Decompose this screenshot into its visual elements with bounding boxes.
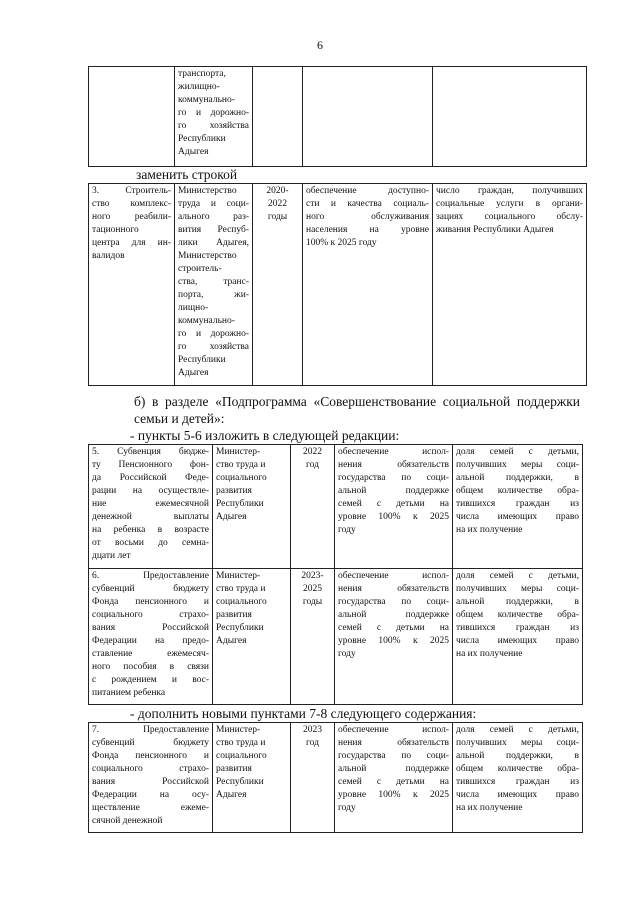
replacement-table (88, 183, 587, 386)
cell-text-line: жилищно- (178, 82, 220, 92)
cell-text-line: годы (267, 212, 288, 222)
cell-text-line: ства, транс- (178, 277, 249, 287)
cell-text-line: валидов (92, 251, 125, 261)
cell-number (89, 445, 213, 569)
cell-text-line: го и дорожно- (178, 329, 249, 339)
cell-text-line: Федерации на осу- (92, 790, 209, 800)
cell-text-line: Министерство (178, 251, 237, 261)
cell-text-line: Адыгея (178, 368, 209, 378)
cell-text-line: Адыгея (216, 636, 247, 646)
cell-text-line: числа имеющих право (456, 512, 579, 522)
points-5-6-heading: - пункты 5-6 изложить в следующей редакции: (130, 428, 400, 443)
cell-text-line: Республики (216, 499, 264, 509)
cell-text-line: лики Адыгея, (178, 238, 249, 248)
cell-text-line: транспорта, (178, 69, 226, 79)
points-7-8-table (88, 722, 583, 833)
cell-text-line: Министер- (216, 725, 261, 735)
page-number: 6 (317, 38, 323, 52)
cell-text-line: Республики (178, 355, 226, 365)
cell-result (303, 67, 433, 167)
cell-indicator (453, 569, 583, 705)
cell-text-line: 2022 (303, 447, 322, 457)
cell-text-line: 6. Предоставление (92, 571, 209, 581)
cell-text-line: 7. Предоставление (92, 725, 209, 735)
cell-text-line: Фонда пенсионного и (92, 597, 209, 607)
replace-heading: заменить строкой (136, 167, 238, 182)
cell-text-line: семей с детьми на (338, 777, 449, 787)
cell-text-line: сти и качества социаль- (306, 199, 429, 209)
cell-executor (213, 569, 291, 705)
cell-text-line: альной поддержки, в (456, 597, 579, 607)
cell-text-line: порта, жи- (178, 290, 249, 300)
cell-text-line: ние ежемесячной (92, 499, 209, 509)
cell-text-line: обеспечение испол- (338, 725, 449, 735)
cell-text-line: Республики (178, 134, 226, 144)
cell-text-line: году (338, 649, 356, 659)
cell-text-line: Адыгея (178, 147, 209, 157)
cell-text-line: социального (216, 473, 267, 483)
cell-text-line: государства по соци- (338, 473, 449, 483)
cell-executor (175, 67, 253, 167)
cell-text-line: доля семей с детьми, (456, 447, 579, 457)
cell-text-line: на ребенка в возрасте (92, 525, 209, 535)
cell-text-line: строитель- (178, 264, 222, 274)
cell-text-line: социального страхо- (92, 610, 209, 620)
cell-text-line: число граждан, получивших (436, 186, 583, 196)
cell-text-line: уровне 100% к 2025 (338, 512, 449, 522)
cell-text-line: общем количестве обра- (456, 764, 579, 774)
cell-text-line: субвенций бюджету (92, 584, 209, 594)
cell-text-line: тившихся граждан из (456, 777, 579, 787)
cell-text-line: альной поддержке (338, 764, 449, 774)
cell-text-line: получивших меры соци- (456, 738, 579, 748)
cell-period (291, 445, 335, 569)
cell-indicator (453, 445, 583, 569)
table-row (89, 445, 583, 569)
cell-text-line: альной поддержке (338, 610, 449, 620)
cell-text-line: населения на уровне (306, 225, 429, 235)
cell-text-line: Республики (216, 623, 264, 633)
cell-text-line: денежной выплаты (92, 512, 209, 522)
cell-text-line: Республики (216, 777, 264, 787)
cell-text-line: ство труда и (216, 460, 266, 470)
cell-text-line: зациях социального обслу- (436, 212, 583, 222)
cell-text-line: ту Пенсионного фон- (92, 460, 209, 470)
cell-text-line: сячной денежной (92, 816, 163, 826)
cell-text-line: 2020- (266, 186, 289, 196)
cell-text-line: году (338, 803, 356, 813)
cell-text-line: развития (216, 610, 252, 620)
cell-text-line: вания Российской (92, 777, 209, 787)
cell-text-line: ного реабили- (92, 212, 171, 222)
cell-text-line: альной поддержки, в (456, 751, 579, 761)
cell-text-line: ществление ежеме- (92, 803, 209, 813)
cell-text-line: получивших меры соци- (456, 460, 579, 470)
cell-text-line: рации на осуществле- (92, 486, 209, 496)
cell-text-line: тившихся граждан из (456, 623, 579, 633)
cell-indicator (433, 184, 587, 386)
cell-text-line: развития (216, 764, 252, 774)
cell-text-line: социальные услуги в органи- (436, 199, 583, 209)
table-row (89, 723, 583, 833)
cell-indicator (433, 67, 587, 167)
cell-text-line: 2025 (303, 584, 322, 594)
cell-text-line: государства по соци- (338, 751, 449, 761)
cell-text-line: лищно- (178, 303, 209, 313)
cell-text-line: числа имеющих право (456, 636, 579, 646)
cell-number (89, 67, 175, 167)
cell-text-line: ство труда и (216, 738, 266, 748)
cell-indicator (453, 723, 583, 833)
cell-executor (213, 445, 291, 569)
cell-text-line: доля семей с детьми, (456, 571, 579, 581)
cell-text-line: центра для ин- (92, 238, 171, 248)
cell-text-line: коммунально- (178, 316, 235, 326)
cell-text-line: социального (216, 751, 267, 761)
cell-result (335, 723, 453, 833)
cell-text-line: тившихся граждан из (456, 499, 579, 509)
cell-text-line: вития Респуб- (178, 225, 249, 235)
cell-period (253, 184, 303, 386)
cell-text-line: числа имеющих право (456, 790, 579, 800)
cell-text-line: 2023- (301, 571, 324, 581)
cell-text-line: 100% к 2025 году (306, 238, 377, 248)
cell-text-line: обеспечение испол- (338, 571, 449, 581)
cell-text-line: государства по соци- (338, 597, 449, 607)
cell-text-line: обеспечение доступно- (306, 186, 429, 196)
cell-text-line: коммунально- (178, 95, 235, 105)
cell-period (253, 67, 303, 167)
cell-text-line: ного пособия в связи (92, 662, 209, 672)
cell-text-line: обеспечение испол- (338, 447, 449, 457)
cell-result (335, 569, 453, 705)
cell-number (89, 723, 213, 833)
cell-text-line: от восьми до семна- (92, 538, 209, 548)
points-5-6-table (88, 444, 583, 705)
cell-text-line: получивших меры соци- (456, 584, 579, 594)
cell-text-line: Министер- (216, 447, 261, 457)
cell-text-line: Министер- (216, 571, 261, 581)
cell-text-line: 3. Строитель- (92, 186, 171, 196)
cell-text-line: вания Российской (92, 623, 209, 633)
cell-text-line: год (306, 460, 319, 470)
cell-text-line: живания Республики Адыгея (436, 225, 554, 235)
table-row (89, 184, 587, 386)
cell-text-line: нения обязательств (338, 584, 449, 594)
cell-text-line: нения обязательств (338, 460, 449, 470)
cell-text-line: году (338, 525, 356, 535)
cell-number (89, 184, 175, 386)
cell-text-line: субвенций бюджету (92, 738, 209, 748)
cell-result (303, 184, 433, 386)
cell-period (291, 569, 335, 705)
cell-text-line: семей с детьми на (338, 499, 449, 509)
cell-text-line: на их получение (456, 649, 523, 659)
cell-text-line: год (306, 738, 319, 748)
cell-executor (175, 184, 253, 386)
cell-text-line: тационного (92, 225, 139, 235)
cell-number (89, 569, 213, 705)
cell-text-line: социального страхо- (92, 764, 209, 774)
table-row (89, 67, 587, 167)
cell-text-line: Федерации на предо- (92, 636, 209, 646)
cell-text-line: ство труда и (216, 584, 266, 594)
cell-text-line: 2023 (303, 725, 322, 735)
cell-text-line: 5. Субвенция бюдже- (92, 447, 209, 457)
cell-result (335, 445, 453, 569)
cell-text-line: ство комплекс- (92, 199, 171, 209)
cell-text-line: Адыгея (216, 512, 247, 522)
cell-text-line: альной поддержки, в (456, 473, 579, 483)
cell-text-line: го и дорожно- (178, 108, 249, 118)
section-b-paragraph: б) в разделе «Подпрограмма «Совершенствование социальной поддержки семьи и детей»: (134, 394, 580, 426)
cell-text-line: 2022 (268, 199, 287, 209)
table-row (89, 569, 583, 705)
cell-text-line: общем количестве обра- (456, 610, 579, 620)
cell-text-line: питанием ребенка (92, 688, 166, 698)
cell-text-line: уровне 100% к 2025 (338, 636, 449, 646)
cell-text-line: альной поддержке (338, 486, 449, 496)
cell-text-line: ставление ежемесяч- (92, 649, 209, 659)
cell-executor (213, 723, 291, 833)
cell-text-line: го хозяйства (178, 342, 249, 352)
cell-text-line: на их получение (456, 525, 523, 535)
cell-text-line: ного обслуживания (306, 212, 429, 222)
cell-text-line: нения обязательств (338, 738, 449, 748)
continued-table (88, 66, 587, 167)
cell-text-line: Министерство (178, 186, 237, 196)
cell-text-line: го хозяйства (178, 121, 249, 131)
cell-text-line: ального раз- (178, 212, 249, 222)
points-7-8-heading: - дополнить новыми пунктами 7-8 следующего содержания: (130, 706, 477, 721)
cell-text-line: труда и соци- (178, 199, 249, 209)
cell-text-line: на их получение (456, 803, 523, 813)
cell-text-line: социального (216, 597, 267, 607)
cell-text-line: развития (216, 486, 252, 496)
cell-text-line: Адыгея (216, 790, 247, 800)
cell-text-line: уровне 100% к 2025 (338, 790, 449, 800)
cell-text-line: общем количестве обра- (456, 486, 579, 496)
cell-text-line: доля семей с детьми, (456, 725, 579, 735)
cell-text-line: семей с детьми на (338, 623, 449, 633)
cell-text-line: Фонда пенсионного и (92, 751, 209, 761)
cell-period (291, 723, 335, 833)
cell-text-line: с рождением и вос- (92, 675, 209, 685)
cell-text-line: да Российской Феде- (92, 473, 209, 483)
cell-text-line: годы (302, 597, 323, 607)
cell-text-line: дцати лет (92, 551, 131, 561)
